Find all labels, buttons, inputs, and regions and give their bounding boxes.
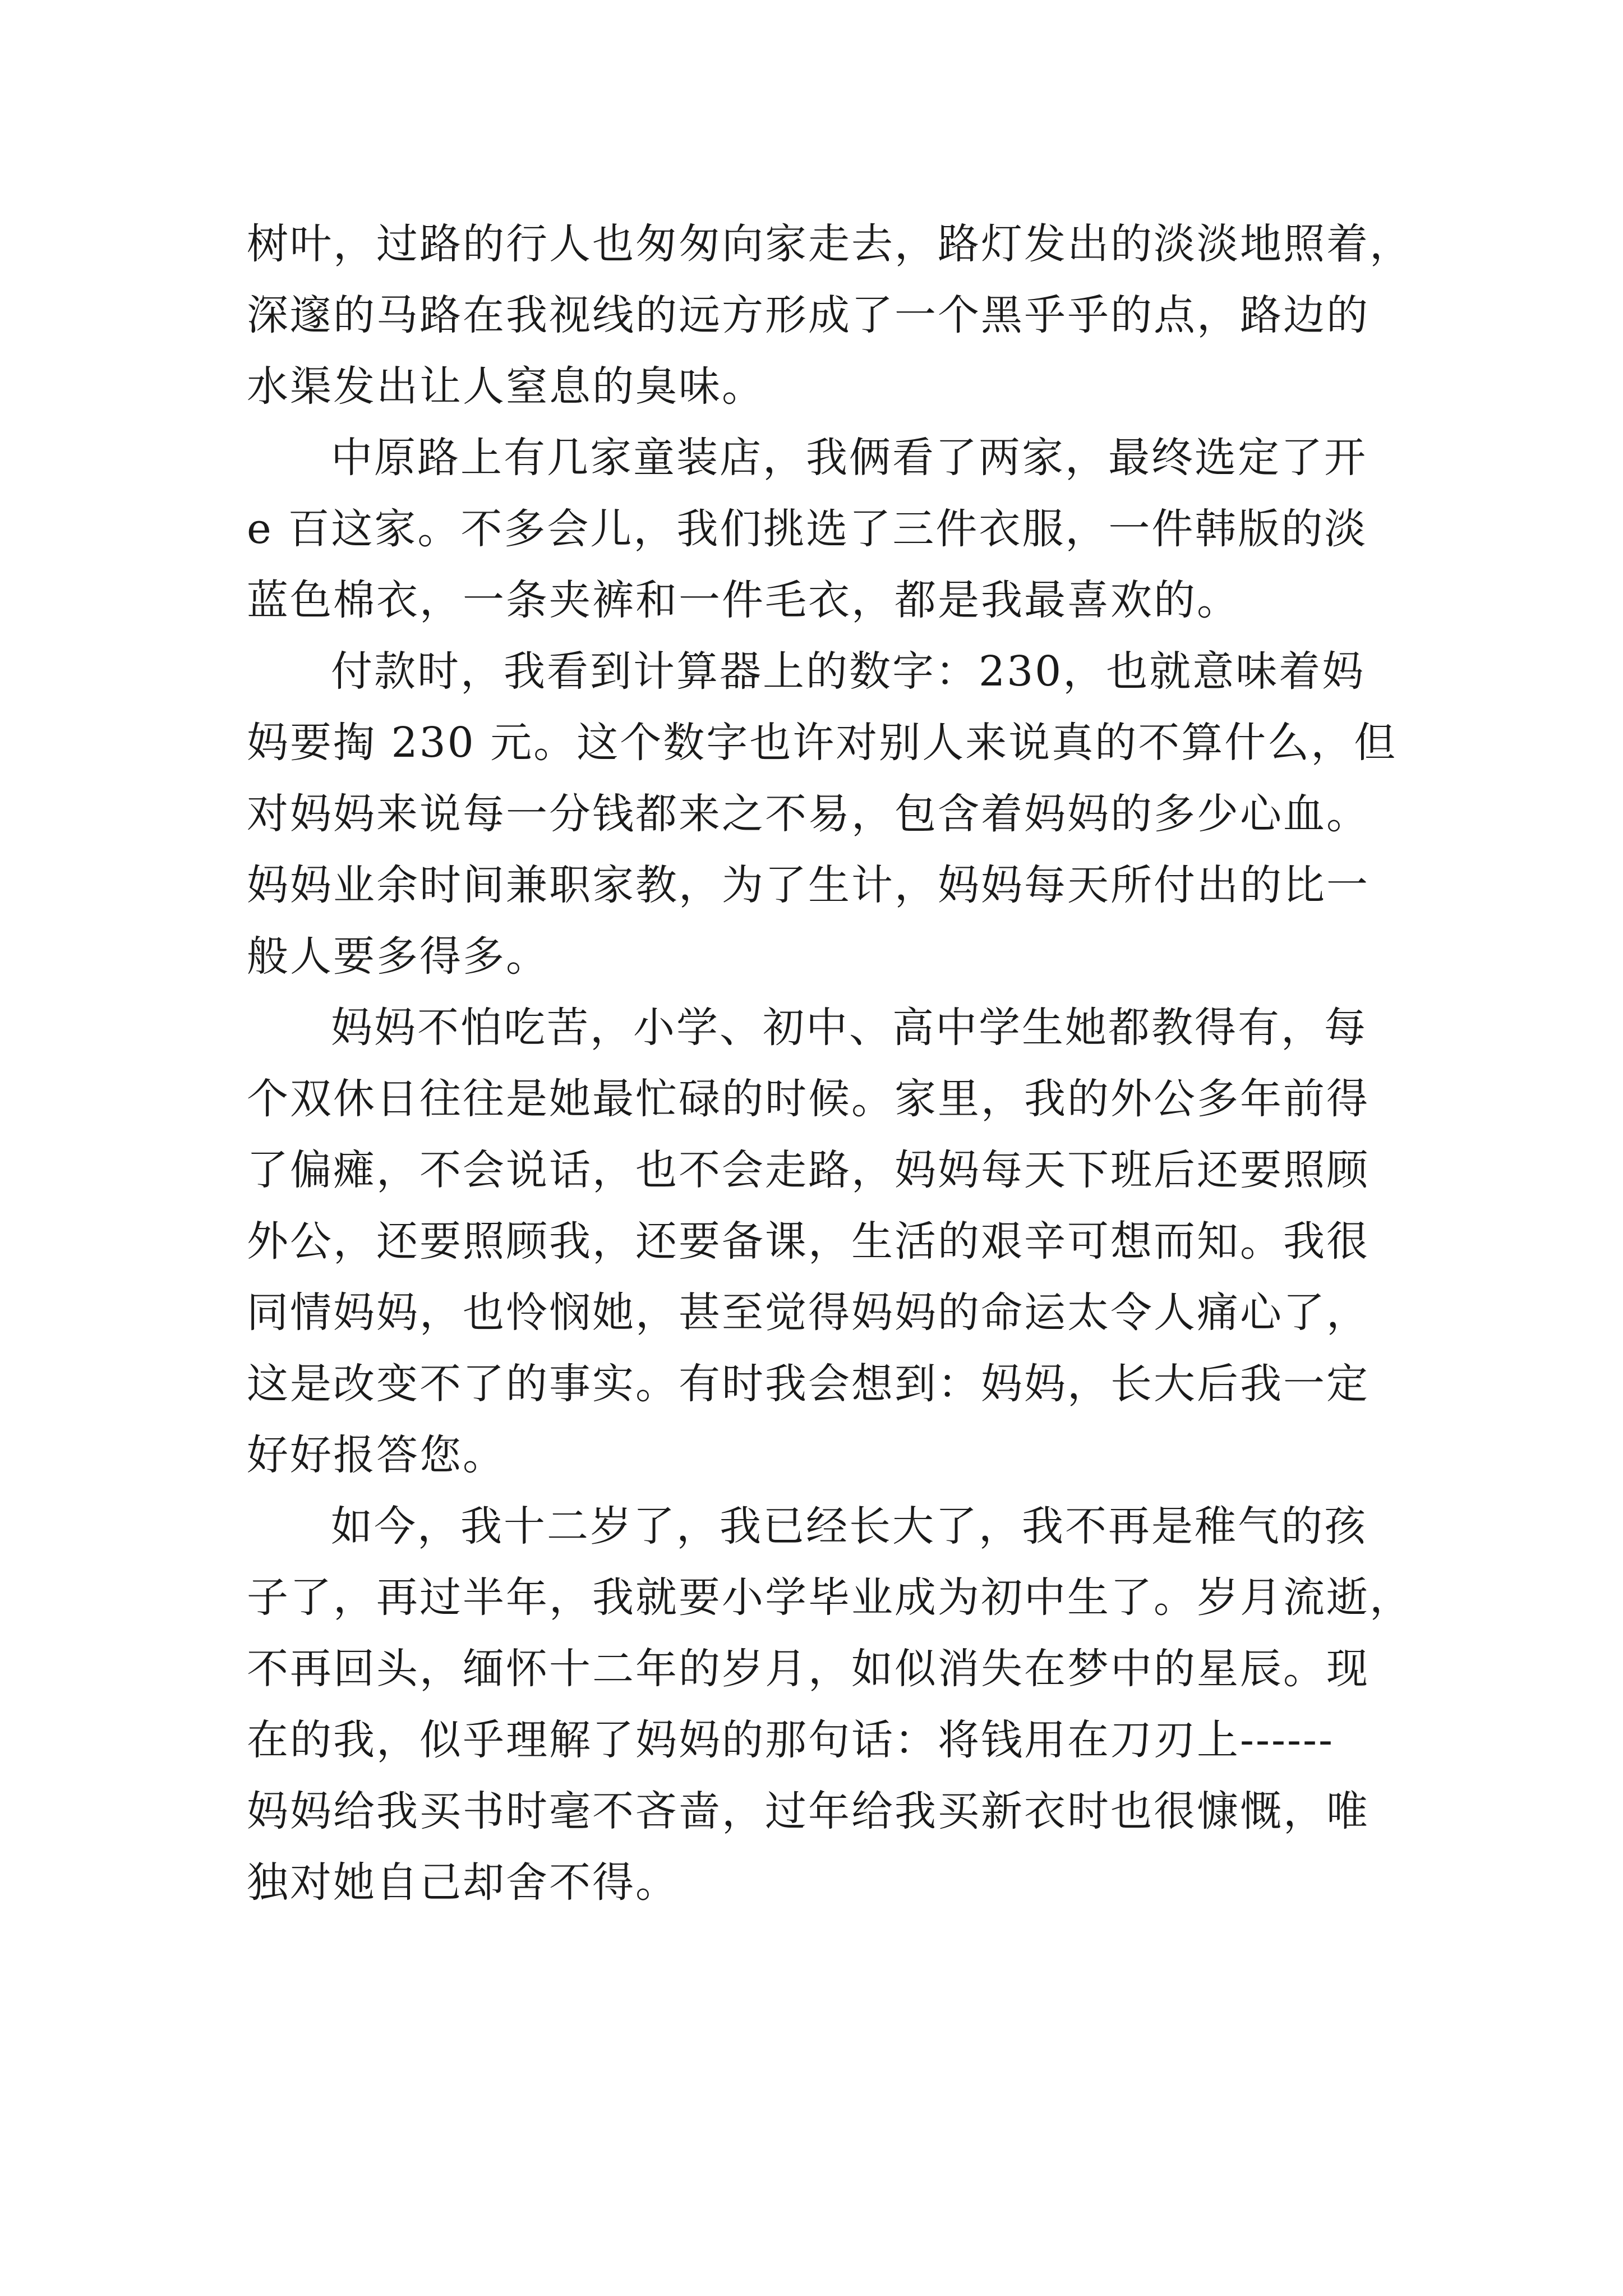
text-line: 树叶，过路的行人也匆匆向家走去，路灯发出的淡淡地照着， xyxy=(247,220,1413,268)
text-line: 妈妈业余时间兼职家教，为了生计，妈妈每天所付出的比一 xyxy=(247,861,1370,909)
text-line: 妈妈给我买书时毫不吝啬，过年给我买新衣时也很慷慨，唯 xyxy=(247,1787,1370,1835)
text-line: 同情妈妈，也怜悯她，甚至觉得妈妈的命运太令人痛心了， xyxy=(247,1289,1370,1337)
text-line: 这是改变不了的事实。有时我会想到：妈妈，长大后我一定 xyxy=(247,1360,1370,1408)
paragraph-first-line: 中原路上有几家童装店，我俩看了两家，最终选定了开 xyxy=(331,434,1367,482)
text-line: 子了，再过半年，我就要小学毕业成为初中生了。岁月流逝， xyxy=(247,1573,1413,1622)
body-text xyxy=(247,209,1413,1918)
text-line: 在的我，似乎理解了妈妈的那句话：将钱用在刀刃上------ xyxy=(247,1716,1335,1764)
paragraph-first-line: 如今，我十二岁了，我已经长大了，我不再是稚气的孩 xyxy=(331,1502,1367,1550)
text-line: 般人要多得多。 xyxy=(247,932,549,981)
text-line: 个双休日往往是她最忙碌的时候。家里，我的外公多年前得 xyxy=(247,1075,1370,1123)
text-line: 不再回头，缅怀十二年的岁月，如似消失在梦中的星辰。现 xyxy=(247,1645,1370,1693)
text-line: e 百这家。不多会儿，我们挑选了三件衣服，一件韩版的淡 xyxy=(247,505,1368,553)
paragraph-first-line: 妈妈不怕吃苦，小学、初中、高中学生她都教得有，每 xyxy=(331,1004,1367,1052)
text-line: 深邃的马路在我视线的远方形成了一个黑乎乎的点，路边的 xyxy=(247,291,1370,339)
text-line: 外公，还要照顾我，还要备课，生活的艰辛可想而知。我很 xyxy=(247,1217,1370,1266)
text-line: 蓝色棉衣，一条夹裤和一件毛衣，都是我最喜欢的。 xyxy=(247,576,1240,624)
text-line: 了偏瘫，不会说话，也不会走路，妈妈每天下班后还要照顾 xyxy=(247,1146,1370,1194)
text-line: 好好报答您。 xyxy=(247,1431,506,1479)
text-line: 水渠发出让人窒息的臭味。 xyxy=(247,362,765,411)
paragraph-first-line: 付款时，我看到计算器上的数字：230，也就意味着妈 xyxy=(331,647,1366,696)
text-line: 对妈妈来说每一分钱都来之不易，包含着妈妈的多少心血。 xyxy=(247,790,1370,838)
text-line: 妈要掏 230 元。这个数字也许对别人来说真的不算什么，但 xyxy=(247,719,1398,767)
text-line: 独对她自己却舍不得。 xyxy=(247,1858,679,1907)
